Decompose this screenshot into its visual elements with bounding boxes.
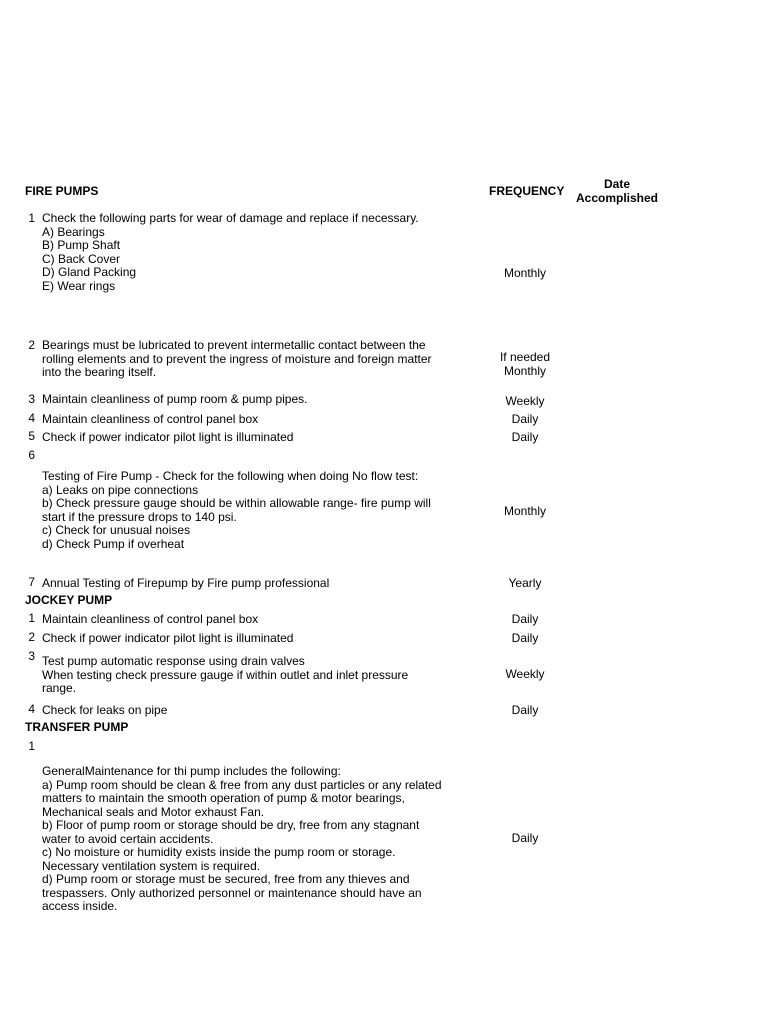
section-title-jockey-pump: JOCKEY PUMP — [25, 593, 113, 607]
item-number: 1 — [28, 611, 35, 625]
item-number: 5 — [28, 429, 35, 443]
frequency-value: Daily — [511, 430, 539, 444]
item-number: 6 — [28, 448, 35, 462]
frequency-value: Monthly — [503, 266, 547, 280]
frequency-value: Weekly — [505, 394, 545, 408]
task-description: Maintain cleanliness of control panel box — [42, 612, 259, 626]
frequency-value: Daily — [511, 831, 539, 845]
task-description: Check if power indicator pilot light is illuminated — [42, 430, 294, 444]
task-description: GeneralMaintenance for thi pump includes the following: a) Pump room should be clean & free from any dust particles or any related matters to maintain the smooth operation of pump & motor bearings, Mechanical seals and Motor exhaust Fan. b) Floor of pump room or storage should be dry, free from any stagnant water to avoid certain accidents. c) No moisture or humidity exists inside the pump room or storage. Necessary ventilation system is required. d) Pump room or storage must be secured, free from any thieves and trespassers. Only authorized personnel or maintenance should have an access inside. — [42, 764, 442, 913]
frequency-value: Weekly — [505, 667, 545, 681]
item-number: 3 — [28, 392, 35, 406]
frequency-value: Yearly — [508, 576, 542, 590]
item-number: 2 — [28, 338, 35, 352]
item-number: 4 — [28, 411, 35, 425]
task-description: Annual Testing of Firepump by Fire pump professional — [42, 576, 330, 590]
item-number: 7 — [28, 575, 35, 589]
item-number: 1 — [28, 739, 35, 753]
frequency-value: Daily — [511, 612, 539, 626]
task-description: Testing of Fire Pump - Check for the following when doing No flow test: a) Leaks on pipe connections b) Check pressure gauge should be within allowable range- fire pump will start if the pressure drops to 140 psi. c) Check for unusual noises d) Check Pump if overheat — [42, 469, 431, 551]
task-description: Maintain cleanliness of pump room & pump pipes. — [42, 392, 308, 406]
task-description: Check if power indicator pilot light is illuminated — [42, 631, 294, 645]
frequency-value: Monthly — [503, 504, 547, 518]
task-description: Maintain cleanliness of control panel box — [42, 412, 259, 426]
item-number: 2 — [28, 630, 35, 644]
frequency-value: If needed Monthly — [499, 350, 551, 378]
task-description: Test pump automatic response using drain valves When testing check pressure gauge if within outlet and inlet pressure range. — [42, 654, 409, 695]
frequency-header: FREQUENCY — [489, 184, 565, 198]
section-title-fire-pumps: FIRE PUMPS — [25, 184, 99, 198]
task-description: Bearings must be lubricated to prevent intermetallic contact between the rolling elements and to prevent the ingress of moisture and foreign matter into the bearing itself. — [42, 338, 432, 379]
frequency-value: Daily — [511, 703, 539, 717]
frequency-value: Daily — [511, 412, 539, 426]
date-accomplished-header: Date Accomplished — [575, 177, 659, 205]
item-number: 1 — [28, 211, 35, 225]
task-description: Check for leaks on pipe — [42, 703, 168, 717]
frequency-value: Daily — [511, 631, 539, 645]
item-number: 4 — [28, 702, 35, 716]
task-description: Check the following parts for wear of damage and replace if necessary. A) Bearings B) Pump Shaft C) Back Cover D) Gland Packing E) Wear rings — [42, 211, 419, 293]
section-title-transfer-pump: TRANSFER PUMP — [25, 720, 129, 734]
item-number: 3 — [28, 649, 35, 663]
